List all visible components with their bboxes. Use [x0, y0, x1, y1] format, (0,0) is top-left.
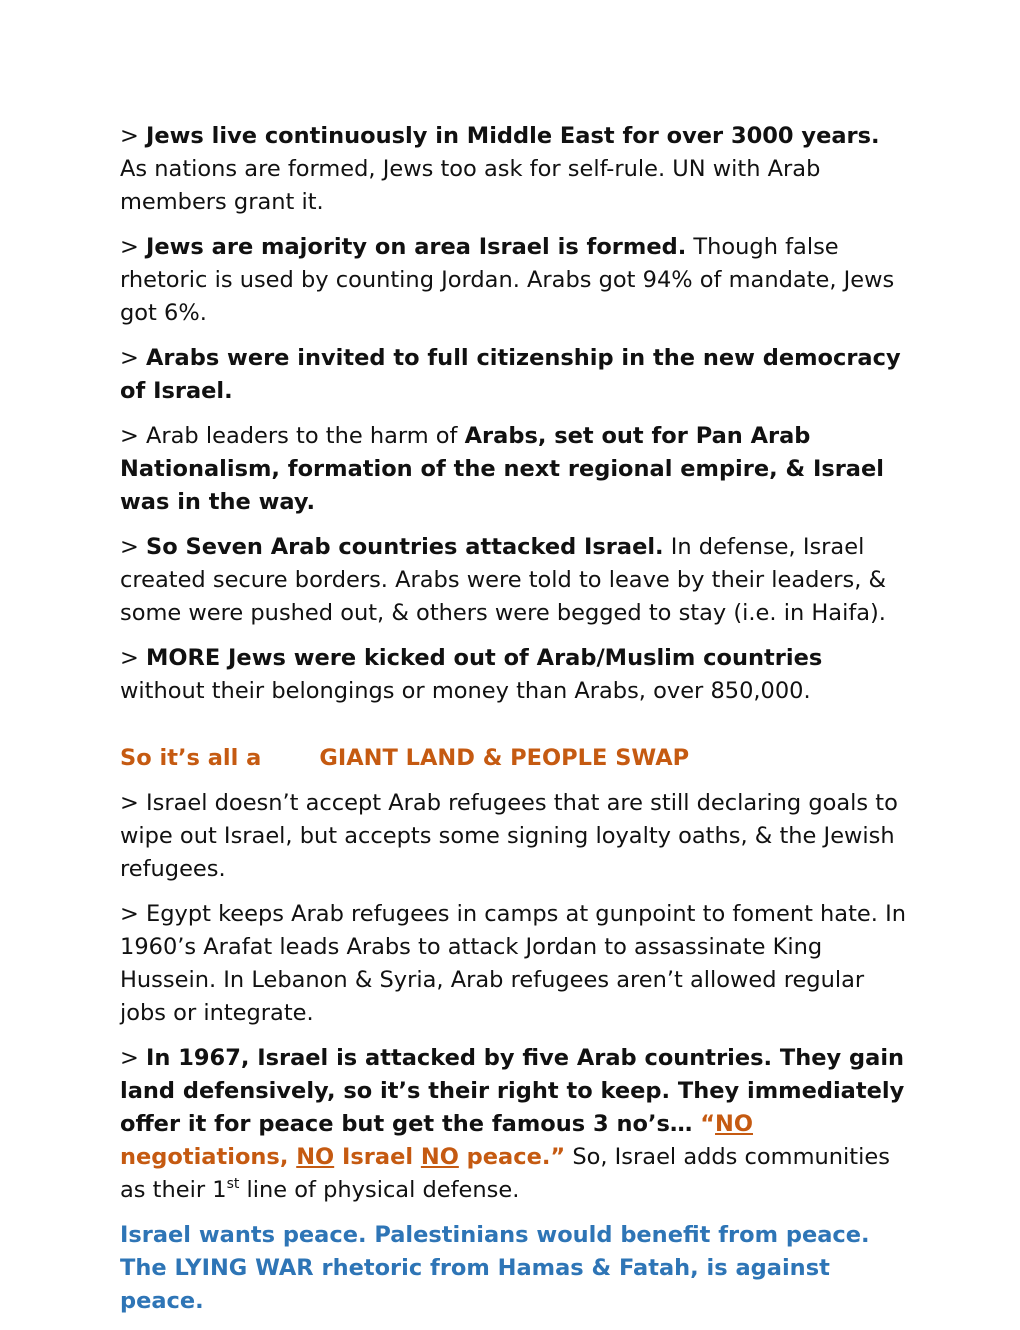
paragraph-text: without their belongings or money than Arabs, over 850,000.	[120, 678, 811, 704]
paragraph-jews-continuous	[120, 120, 910, 219]
bullet-prefix: >	[120, 234, 147, 260]
closing-statement	[120, 1219, 910, 1318]
document-body	[120, 120, 910, 1330]
bullet-prefix: >	[120, 1045, 147, 1071]
bullet-prefix: >	[120, 345, 147, 371]
bold-statement: In 1967, Israel is attacked by five Arab countries. They gain land defensively, so it’s their right to keep. They immediately offer it for peace but get the famous 3 no’s…	[120, 1045, 905, 1137]
bold-statement: Jews are majority on area Israel is formed.	[146, 234, 687, 260]
quote-no-3: NO	[420, 1144, 459, 1170]
paragraph-text: > Arab leaders to the harm of	[120, 423, 465, 449]
paragraph-israel-refugees	[120, 787, 910, 886]
paragraph-text: As nations are formed, Jews too ask for self-rule. UN with Arab members grant it.	[120, 156, 821, 215]
quote-segment-c: peace.”	[458, 1144, 566, 1170]
paragraph-text: > Egypt keeps Arab refugees in camps at gunpoint to foment hate. In 1960’s Arafat leads Arabs to attack Jordan to assassinate King Hussein. In Lebanon & Syria, Arab refugees aren’t allowed regular jobs or integrate.	[120, 901, 906, 1026]
paragraph-jews-majority	[120, 231, 910, 330]
bullet-prefix: >	[120, 123, 147, 149]
paragraph-arab-citizenship	[120, 342, 910, 408]
paragraph-text: Though false rhetoric is used by counting Jordan. Arabs got 94% of mandate, Jews got 6%.	[120, 234, 895, 326]
paragraph-pan-arab	[120, 420, 910, 519]
paragraph-text: > Israel doesn’t accept Arab refugees that are still declaring goals to wipe out Israel, but accepts some signing loyalty oaths, & the Jewish refugees.	[120, 790, 898, 882]
bold-statement: Arabs, set out for Pan Arab Nationalism, formation of the next regional empire, & Israel was in the way.	[120, 423, 884, 515]
heading-part-1: So it’s all a	[120, 745, 262, 771]
bold-statement: MORE Jews were kicked out of Arab/Muslim countries	[146, 645, 823, 671]
bullet-prefix: >	[120, 534, 147, 560]
bold-statement: Jews live continuously in Middle East for over 3000 years.	[146, 123, 880, 149]
closing-text: Israel wants peace. Palestinians would benefit from peace. The LYING WAR rhetoric from Hamas & Fatah, is against peace.	[120, 1222, 870, 1314]
section-heading	[120, 742, 910, 775]
quote-no-2: NO	[296, 1144, 335, 1170]
paragraph-text-end: line of physical defense.	[239, 1177, 520, 1203]
heading-part-2: GIANT LAND & PEOPLE SWAP	[319, 745, 690, 771]
paragraph-text: In defense, Israel created secure borders. Arabs were told to leave by their leaders, & some were pushed out, & others were begged to stay (i.e. in Haifa).	[120, 534, 887, 626]
paragraph-1967	[120, 1042, 910, 1207]
quote-segment-a: negotiations,	[120, 1144, 297, 1170]
paragraph-text: So, Israel adds communities as their 1	[120, 1144, 890, 1203]
bold-statement: So Seven Arab countries attacked Israel.	[146, 534, 664, 560]
bold-statement: Arabs were invited to full citizenship in the new democracy of Israel.	[120, 345, 901, 404]
quote-segment-b: Israel	[334, 1144, 421, 1170]
paragraph-jews-kicked-out	[120, 642, 910, 708]
quote-open: “	[700, 1111, 716, 1137]
bullet-prefix: >	[120, 645, 147, 671]
paragraph-egypt-camps	[120, 898, 910, 1030]
ordinal-superscript: st	[226, 1176, 240, 1192]
quote-no-1: NO	[715, 1111, 753, 1137]
paragraph-seven-countries	[120, 531, 910, 630]
